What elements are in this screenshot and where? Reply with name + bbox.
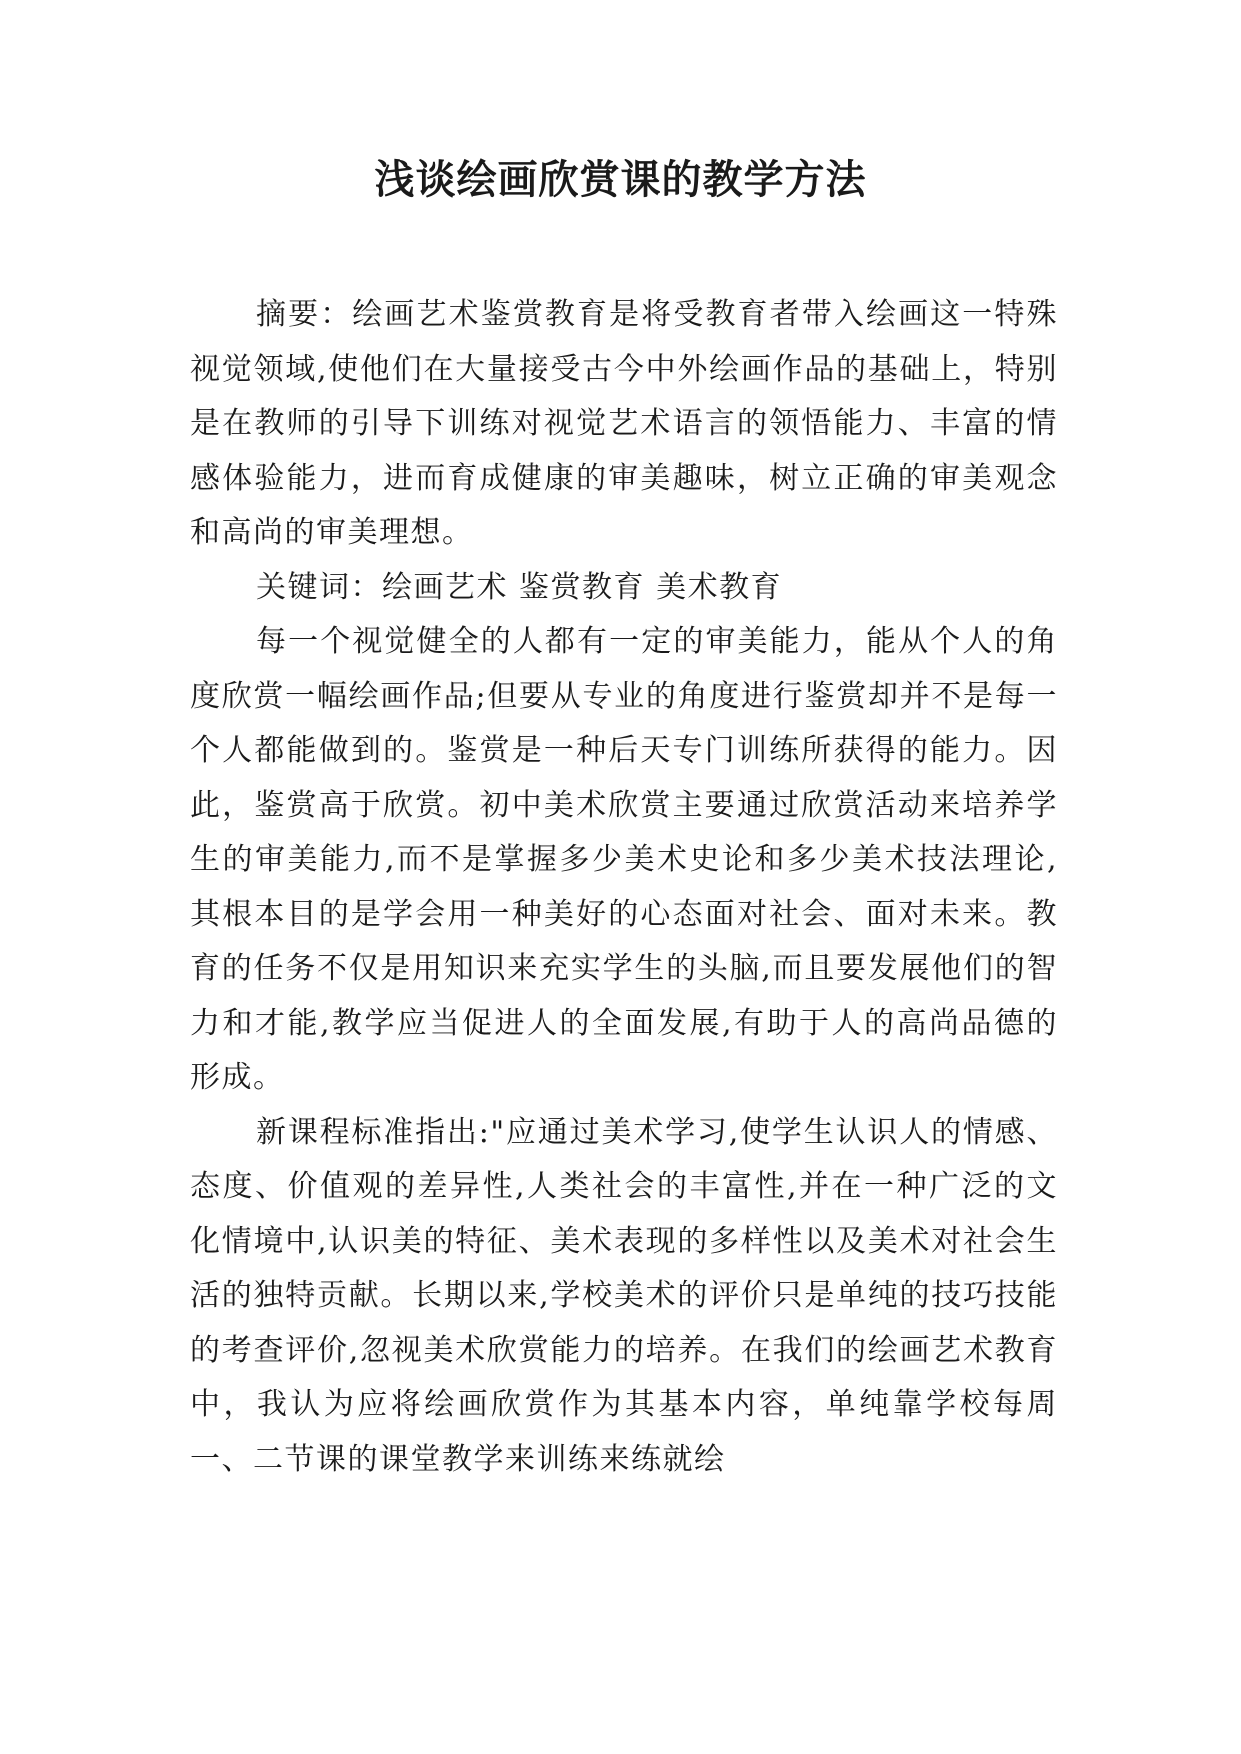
- body-paragraph: 每一个视觉健全的人都有一定的审美能力，能从个人的角度欣赏一幅绘画作品;但要从专业的角度进行鉴赏却并不是每一个人都能做到的。鉴赏是一种后天专门训练所获得的能力。因此，鉴赏高于欣赏。初中美术欣赏主要通过欣赏活动来培养学生的审美能力,而不是掌握多少美术史论和多少美术技法理论,其根本目的是学会用一种美好的心态面对社会、面对未来。教育的任务不仅是用知识来充实学生的头脑,而且要发展他们的智力和才能,教学应当促进人的全面发展,有助于人的高尚品德的形成。: [190, 624, 1058, 1095]
- document-body: [190, 288, 1058, 1487]
- keywords-paragraph: 关键词：绘画艺术 鉴赏教育 美术教育: [256, 569, 783, 605]
- abstract-paragraph: 摘要：绘画艺术鉴赏教育是将受教育者带入绘画这一特殊视觉领域,使他们在大量接受古今中外绘画作品的基础上，特别是在教师的引导下训练对视觉艺术语言的领悟能力、丰富的情感体验能力，进而育成健康的审美趣味，树立正确的审美观念和高尚的审美理想。: [190, 297, 1058, 550]
- body-paragraph: 新课程标准指出:"应通过美术学习,使学生认识人的情感、态度、价值观的差异性,人类社会的丰富性,并在一种广泛的文化情境中,认识美的特征、美术表现的多样性以及美术对社会生活的独特贡献。长期以来,学校美术的评价只是单纯的技巧技能的考查评价,忽视美术欣赏能力的培养。在我们的绘画艺术教育中，我认为应将绘画欣赏作为其基本内容，单纯靠学校每周一、二节课的课堂教学来训练来练就绘: [190, 1114, 1058, 1477]
- document-title: 浅谈绘画欣赏课的教学方法: [374, 156, 867, 203]
